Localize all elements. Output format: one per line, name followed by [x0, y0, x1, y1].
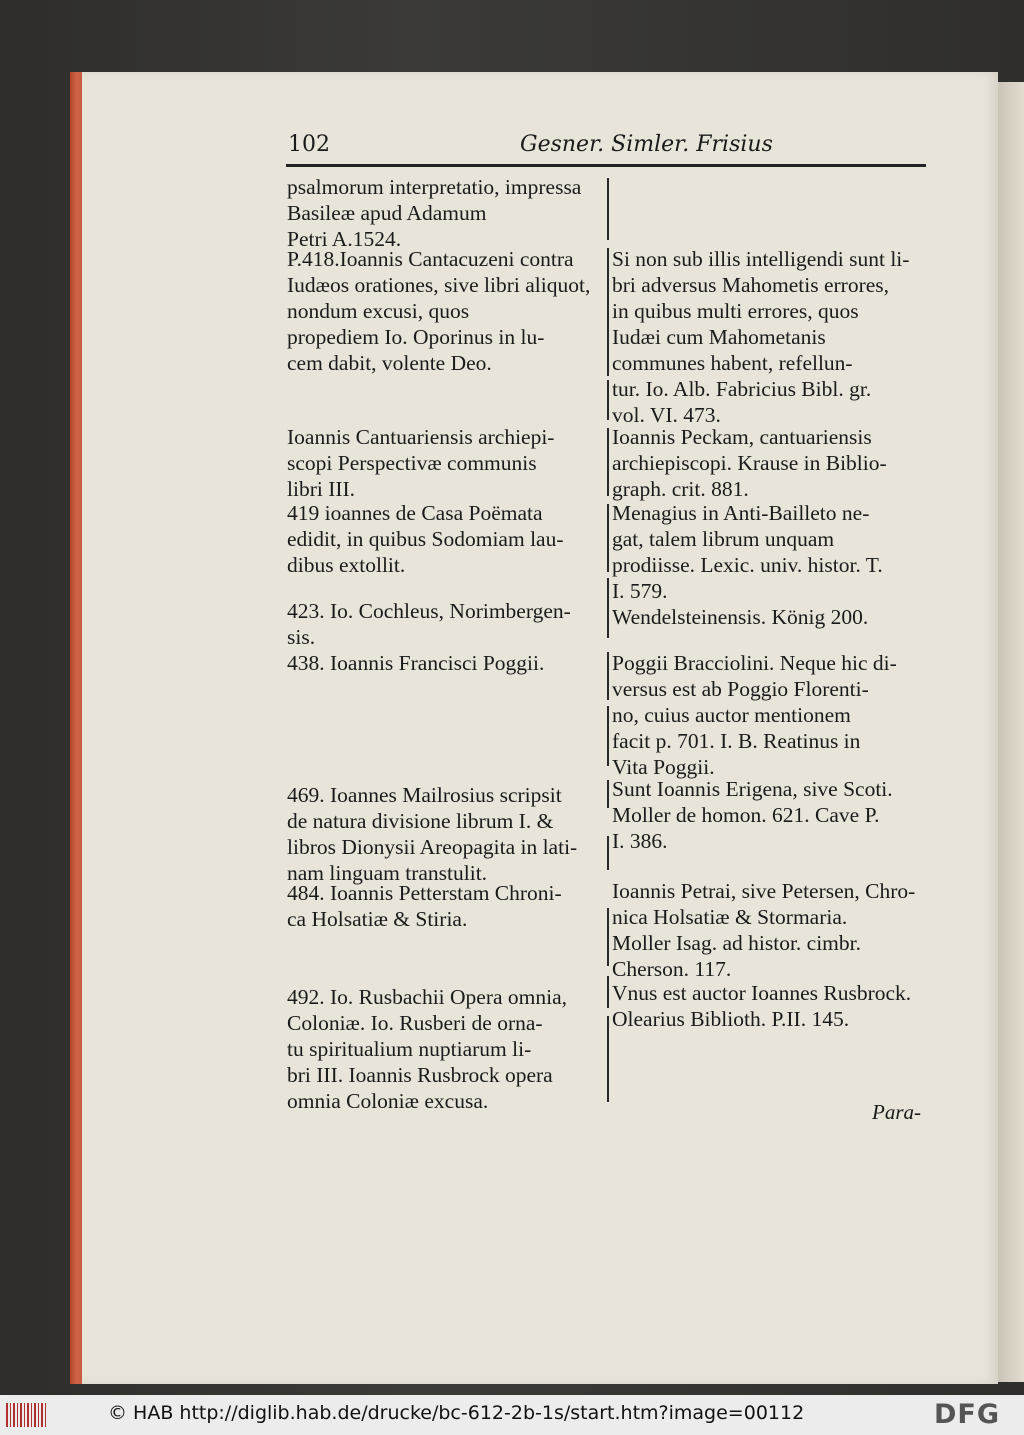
- entry-right-7: Ioannis Petrai, sive Petersen, Chro- nica Holsatiæ & Stormaria. Moller Isag. ad histor. cimbr. Cherson. 117.: [612, 879, 916, 981]
- running-title: Gesner. Simler. Frisius: [520, 132, 773, 157]
- column-divider: [607, 380, 609, 420]
- entry-left-419: 419 ioannes de Casa Poëmata edidit, in quibus Sodomiam lau- dibus extollit.: [287, 501, 564, 577]
- entry-right-8: Vnus est auctor Ioannes Rusbrock. Olearius Biblioth. P.II. 145.: [612, 981, 912, 1031]
- entry-right-3: Menagius in Anti-Bailleto ne- gat, talem librum unquam prodiisse. Lexic. univ. histor. T. I. 579.: [612, 501, 883, 603]
- facing-page-edge: [996, 82, 1024, 1382]
- column-divider: [607, 578, 609, 638]
- entry-right-6: Sunt Ioannis Erigena, sive Scoti. Moller de homon. 621. Cave P. I. 386.: [612, 777, 893, 853]
- column-divider: [607, 504, 609, 572]
- page-header: [288, 130, 928, 164]
- column-divider: [607, 248, 609, 376]
- column-divider: [607, 976, 609, 1008]
- copyright-link[interactable]: © HAB http://diglib.hab.de/drucke/bc-612-2b-1s/start.htm?image=00112: [108, 1402, 805, 1424]
- catchword: Para-: [872, 1100, 921, 1124]
- viewer-footer: [0, 1395, 1024, 1435]
- column-divider: [607, 428, 609, 496]
- page-red-edge: [70, 72, 82, 1384]
- entry-left-484: 484. Ioannis Petterstam Chroni- ca Holsatiæ & Stiria.: [287, 881, 562, 931]
- header-rule: [286, 164, 926, 167]
- entry-left-418: P.418.Ioannis Cantacuzeni contra Iudæos orationes, sive libri aliquot, nondum excusi, quos propediem Io. Oporinus in lu- cem dabit, volente Deo.: [287, 247, 591, 375]
- entry-left-438: 438. Ioannis Francisci Poggii.: [287, 651, 545, 675]
- entry-right-4: Wendelsteinensis. König 200.: [612, 605, 869, 629]
- column-divider: [607, 178, 609, 240]
- entry-right-2: Ioannis Peckam, cantuariensis archiepiscopi. Krause in Biblio- graph. crit. 881.: [612, 425, 887, 501]
- entry-left-492: 492. Io. Rusbachii Opera omnia, Coloniæ. Io. Rusberi de orna- tu spiritualium nuptiarum li- bri III. Ioannis Rusbrock opera omnia Coloniæ excusa.: [287, 985, 568, 1113]
- entry-right-5: Poggii Bracciolini. Neque hic di- versus est ab Poggio Florenti- no, cuius auctor mentionem facit p. 701. I. B. Reatinus in Vita Poggii.: [612, 651, 897, 779]
- column-divider: [607, 780, 609, 808]
- column-divider: [607, 652, 609, 700]
- entry-left-1: psalmorum interpretatio, impressa Basileæ apud Adamum Petri A.1524.: [287, 175, 582, 251]
- column-divider: [607, 706, 609, 766]
- entry-left-ioannis-cantuariensis: Ioannis Cantuariensis archiepi- scopi Perspectivæ communis libri III.: [287, 425, 555, 501]
- barcode-icon: [6, 1403, 46, 1427]
- column-divider: [607, 908, 609, 966]
- entry-right-1: Si non sub illis intelligendi sunt li- bri adversus Mahometis errores, in quibus multi errores, quos Iudæi cum Mahometanis communes habent, refellun- tur. Io. Alb. Fabricius Bibl. gr. vol. VI. 473.: [612, 247, 910, 427]
- page-number: 102: [288, 132, 330, 157]
- column-divider: [607, 1016, 609, 1102]
- column-divider: [607, 836, 609, 870]
- entry-left-423: 423. Io. Cochleus, Norimbergen- sis.: [287, 599, 571, 649]
- entry-left-469: 469. Ioannes Mailrosius scripsit de natura divisione librum I. & libros Dionysii Areopagita in lati- nam linguam transtulit.: [287, 783, 578, 885]
- dfg-logo: DFG: [934, 1399, 1001, 1430]
